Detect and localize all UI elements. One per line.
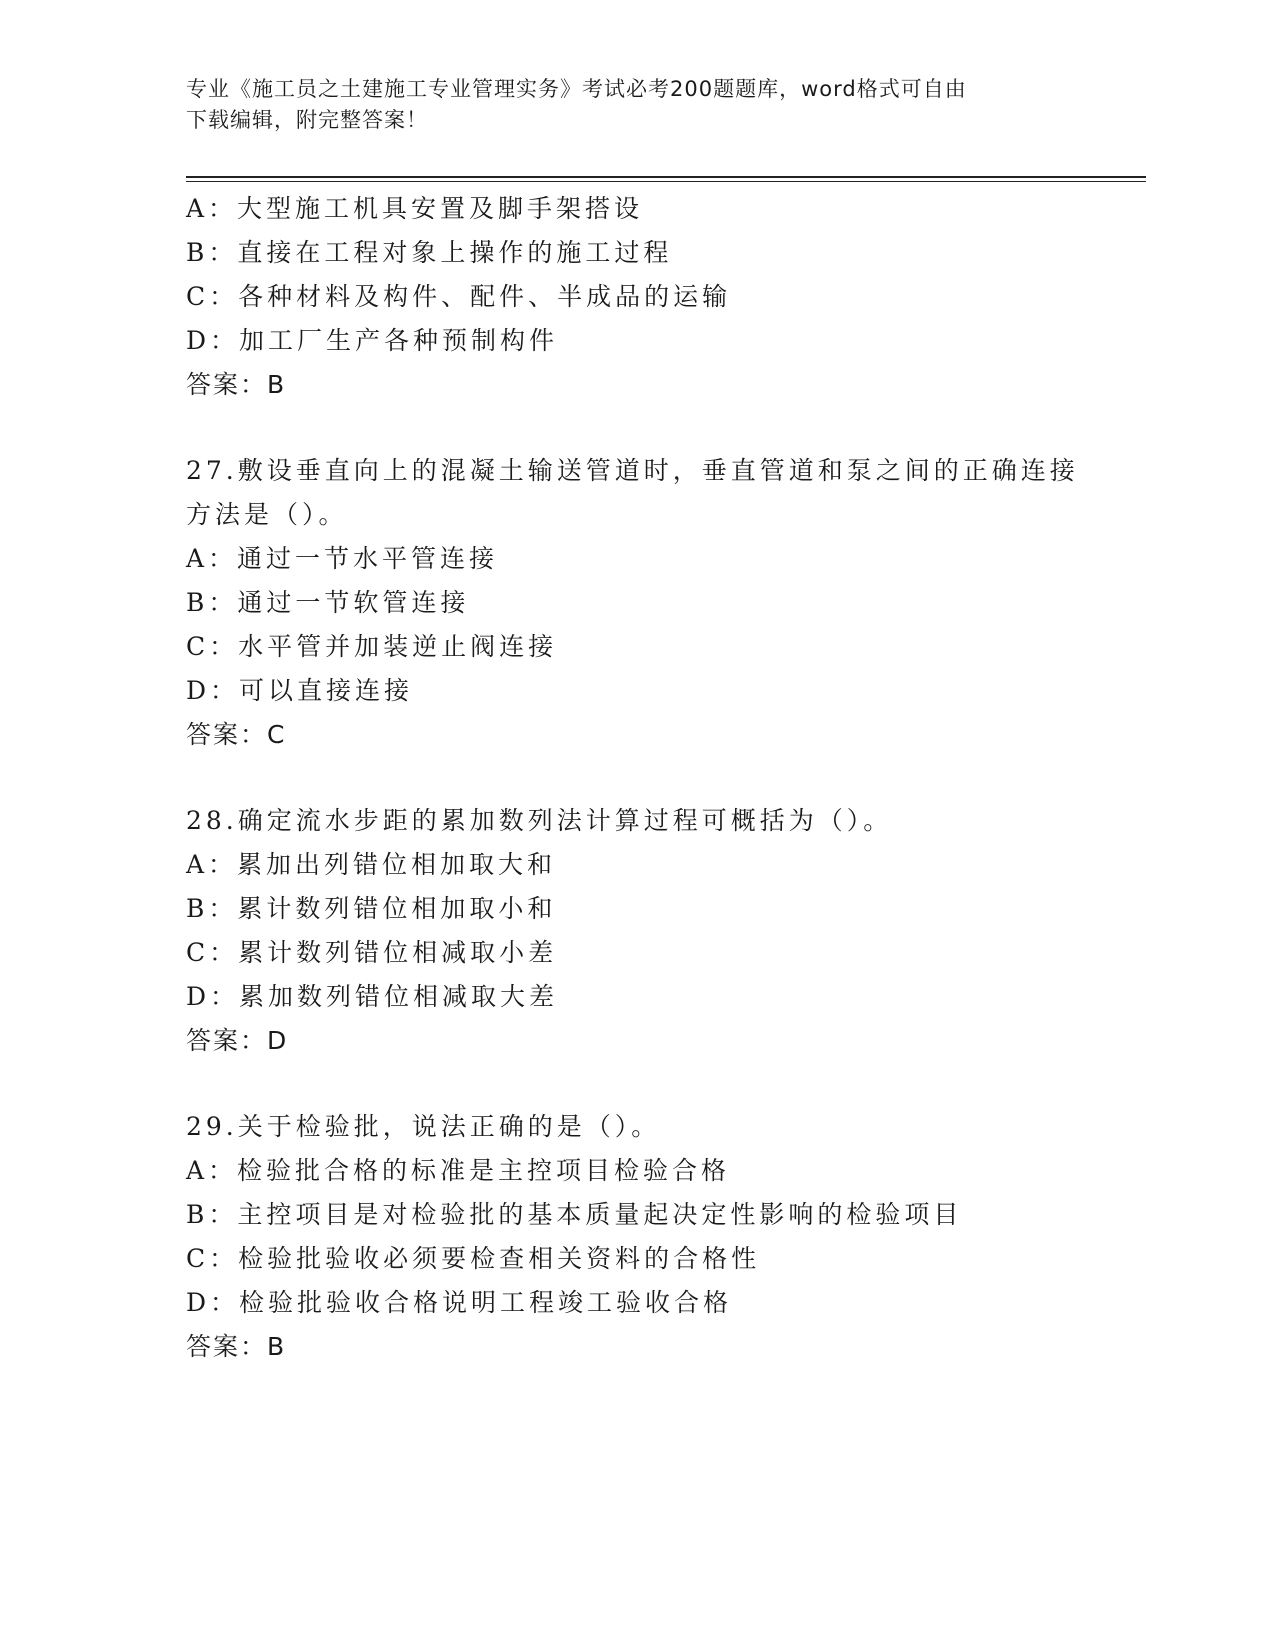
q29-option-d: D：检验批验收合格说明工程竣工验收合格: [186, 1288, 733, 1317]
q28-option-d: D：累加数列错位相减取大差: [186, 982, 559, 1011]
header-line-2: 下载编辑，附完整答案！: [186, 108, 428, 132]
q29-option-c: C：检验批验收必须要检查相关资料的合格性: [186, 1244, 761, 1273]
q28-option-a: A：累加出列错位相加取大和: [186, 850, 557, 879]
q26-option-a: A：大型施工机具安置及脚手架搭设: [186, 194, 644, 223]
document-header: [186, 74, 1066, 136]
q27-option-c: C：水平管并加装逆止阀连接: [186, 632, 558, 661]
q27-answer: 答案：C: [186, 720, 287, 749]
q26-option-b: B：直接在工程对象上操作的施工过程: [186, 238, 673, 267]
q28-option-c: C：累计数列错位相减取小差: [186, 938, 558, 967]
q27-option-a: A：通过一节水平管连接: [186, 544, 499, 573]
header-line-1: 专业《施工员之土建施工专业管理实务》考试必考200题题库，word格式可自由: [186, 77, 967, 101]
header-divider-thick: [186, 176, 1146, 178]
q26-option-c: C：各种材料及构件、配件、半成品的运输: [186, 282, 732, 311]
q28-answer: 答案：D: [186, 1026, 289, 1055]
q29-stem-line-1: 29.关于检验批，说法正确的是（）。: [186, 1112, 661, 1141]
q28-stem-line-1: 28.确定流水步距的累加数列法计算过程可概括为（）。: [186, 806, 893, 835]
q29-option-a: A：检验批合格的标准是主控项目检验合格: [186, 1156, 731, 1185]
q29-answer: 答案：B: [186, 1332, 287, 1361]
header-divider-thin: [186, 181, 1146, 182]
q26-option-d: D：加工厂生产各种预制构件: [186, 326, 559, 355]
q29-option-b: B：主控项目是对检验批的基本质量起决定性影响的检验项目: [186, 1200, 963, 1229]
q27-option-d: D：可以直接连接: [186, 676, 414, 705]
q27-option-b: B：通过一节软管连接: [186, 588, 470, 617]
q28-option-b: B：累计数列错位相加取小和: [186, 894, 557, 923]
q27-stem-line-2: 方法是（）。: [186, 500, 348, 529]
q27-stem-line-1: 27.敷设垂直向上的混凝土输送管道时，垂直管道和泵之间的正确连接: [186, 456, 1079, 485]
q26-answer: 答案：B: [186, 370, 287, 399]
